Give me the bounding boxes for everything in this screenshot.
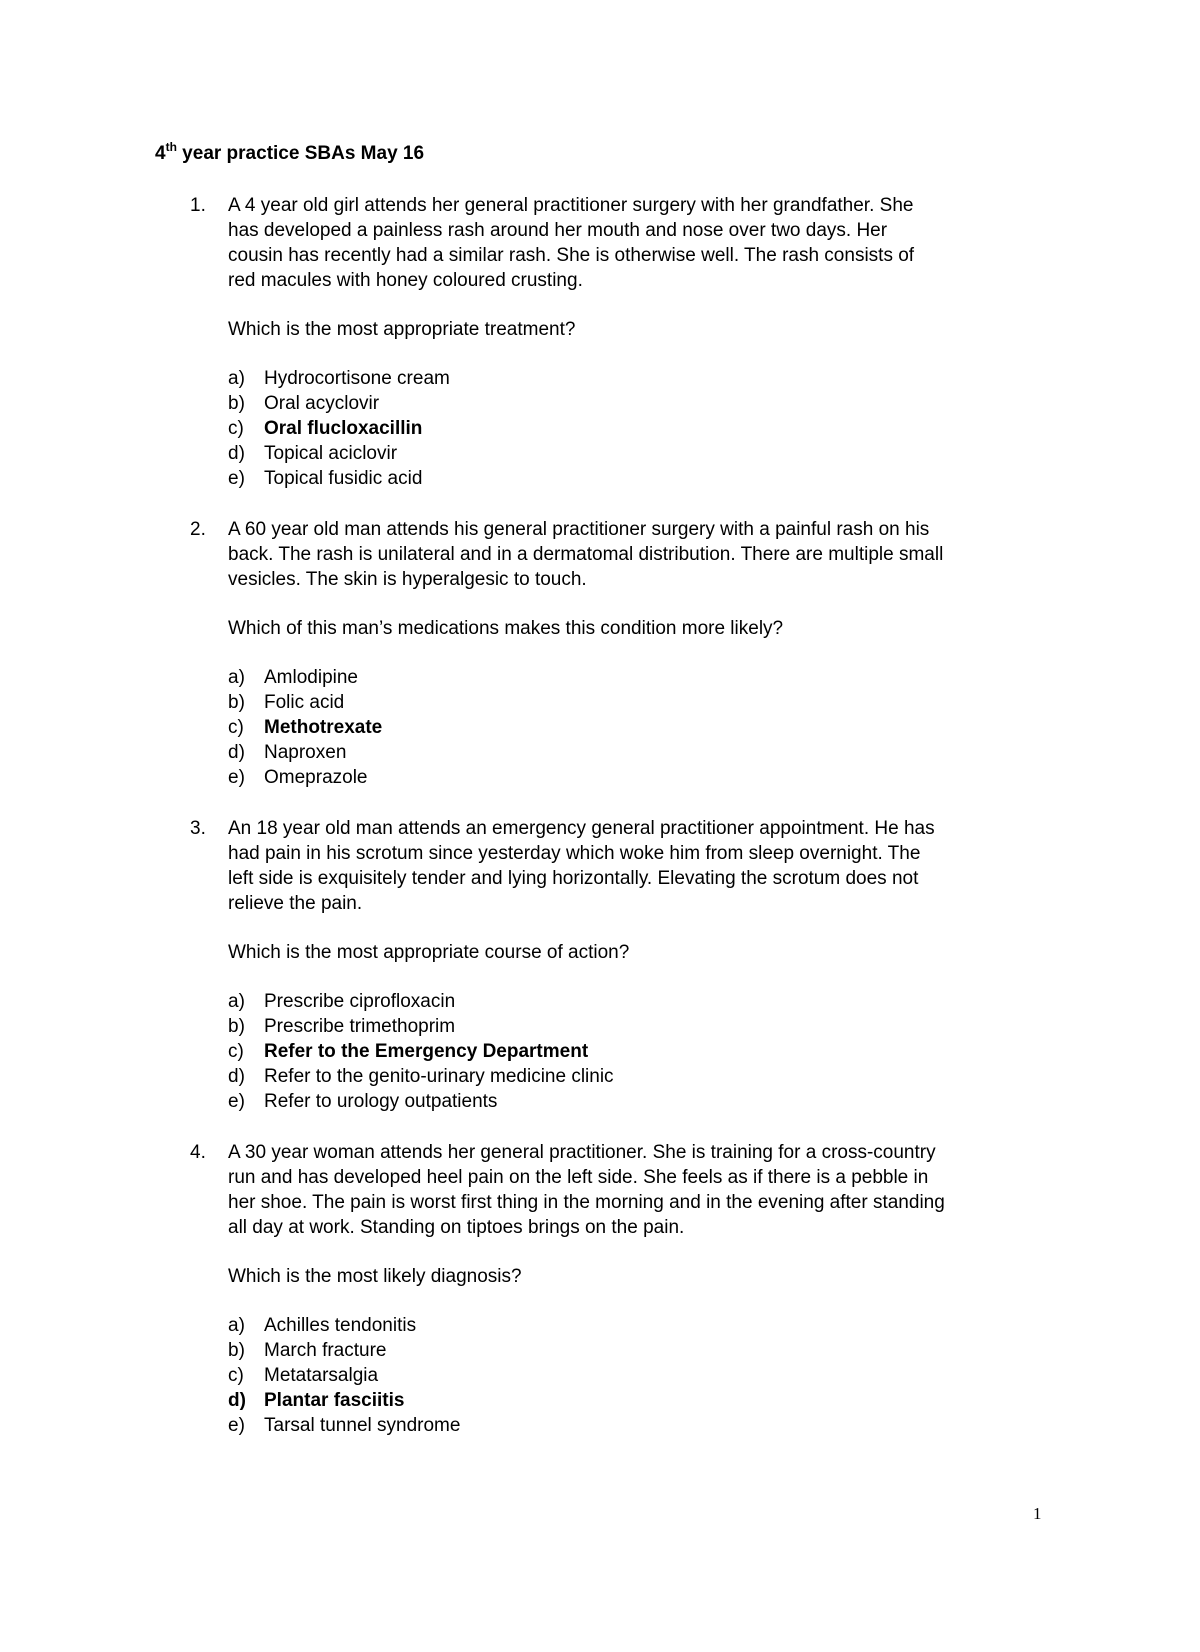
option-letter: a)	[228, 368, 245, 389]
option-letter: b)	[228, 1340, 245, 1361]
option-letter: e)	[228, 468, 245, 489]
option-text: Methotrexate	[264, 717, 383, 738]
option-text: Tarsal tunnel syndrome	[264, 1415, 461, 1436]
option-letter: b)	[228, 393, 245, 414]
stem-line: back. The rash is unilateral and in a dermatomal distribution. There are multiple small	[228, 544, 944, 565]
question-number: 1.	[190, 195, 206, 216]
stem-line: run and has developed heel pain on the left side. She feels as if there is a pebble in	[228, 1167, 929, 1188]
question-prompt: Which is the most likely diagnosis?	[228, 1266, 522, 1287]
option-letter: d)	[228, 742, 245, 763]
option-text: Amlodipine	[264, 667, 358, 688]
stem-line: her shoe. The pain is worst first thing in the morning and in the evening after standing	[228, 1192, 945, 1213]
stem-line: red macules with honey coloured crusting.	[228, 270, 583, 291]
stem-line: A 60 year old man attends his general practitioner surgery with a painful rash on his	[228, 519, 930, 540]
question-prompt: Which is the most appropriate course of action?	[228, 942, 630, 963]
option-letter: b)	[228, 692, 245, 713]
title-superscript: th	[165, 140, 177, 154]
option-letter: d)	[228, 1390, 246, 1411]
stem-line: left side is exquisitely tender and lying horizontally. Elevating the scrotum does not	[228, 868, 919, 889]
stem-line: relieve the pain.	[228, 893, 363, 914]
option-text: Plantar fasciitis	[264, 1390, 405, 1411]
question-number: 4.	[190, 1142, 206, 1163]
option-text: March fracture	[264, 1340, 387, 1361]
question-stem	[228, 193, 1058, 293]
option-text: Oral flucloxacillin	[264, 418, 423, 439]
question-stem	[228, 816, 1058, 916]
title-number: 4	[155, 143, 166, 164]
stem-line: has developed a painless rash around her mouth and nose over two days. Her	[228, 220, 888, 241]
option-text: Omeprazole	[264, 767, 368, 788]
option-text: Oral acyclovir	[264, 393, 380, 414]
stem-line: vesicles. The skin is hyperalgesic to touch.	[228, 569, 587, 590]
question-prompt: Which of this man’s medications makes this condition more likely?	[228, 618, 784, 639]
page-title	[155, 141, 424, 167]
option-text: Prescribe trimethoprim	[264, 1016, 456, 1037]
option-letter: c)	[228, 717, 244, 738]
option-text: Hydrocortisone cream	[264, 368, 450, 389]
stem-line: cousin has recently had a similar rash. She is otherwise well. The rash consists of	[228, 245, 915, 266]
stem-line: A 4 year old girl attends her general practitioner surgery with her grandfather. She	[228, 195, 914, 216]
option-text: Topical fusidic acid	[264, 468, 423, 489]
option-letter: d)	[228, 443, 245, 464]
option-letter: a)	[228, 991, 245, 1012]
stem-line: An 18 year old man attends an emergency general practitioner appointment. He has	[228, 818, 935, 839]
option-letter: e)	[228, 1091, 245, 1112]
page-number: 1	[1033, 1504, 1042, 1523]
option-text: Naproxen	[264, 742, 347, 763]
question-number: 3.	[190, 818, 206, 839]
question-stem	[228, 1140, 1058, 1240]
option-text: Refer to the genito-urinary medicine clinic	[264, 1066, 614, 1087]
option-text: Topical aciclovir	[264, 443, 398, 464]
option-letter: c)	[228, 1041, 244, 1062]
option-letter: a)	[228, 1315, 245, 1336]
title-text: year practice SBAs May 16	[176, 143, 425, 164]
option-text: Prescribe ciprofloxacin	[264, 991, 456, 1012]
stem-line: all day at work. Standing on tiptoes brings on the pain.	[228, 1217, 685, 1238]
option-letter: e)	[228, 1415, 245, 1436]
option-text: Achilles tendonitis	[264, 1315, 417, 1336]
question-prompt: Which is the most appropriate treatment?	[228, 319, 576, 340]
question-number: 2.	[190, 519, 206, 540]
option-letter: b)	[228, 1016, 245, 1037]
option-letter: c)	[228, 1365, 244, 1386]
option-letter: e)	[228, 767, 245, 788]
option-letter: d)	[228, 1066, 245, 1087]
option-text: Refer to the Emergency Department	[264, 1041, 589, 1062]
option-letter: a)	[228, 667, 245, 688]
question-stem	[228, 517, 1058, 592]
stem-line: A 30 year woman attends her general practitioner. She is training for a cross-country	[228, 1142, 936, 1163]
option-letter: c)	[228, 418, 244, 439]
option-text: Metatarsalgia	[264, 1365, 379, 1386]
stem-line: had pain in his scrotum since yesterday which woke him from sleep overnight. The	[228, 843, 921, 864]
option-text: Folic acid	[264, 692, 345, 713]
option-text: Refer to urology outpatients	[264, 1091, 498, 1112]
